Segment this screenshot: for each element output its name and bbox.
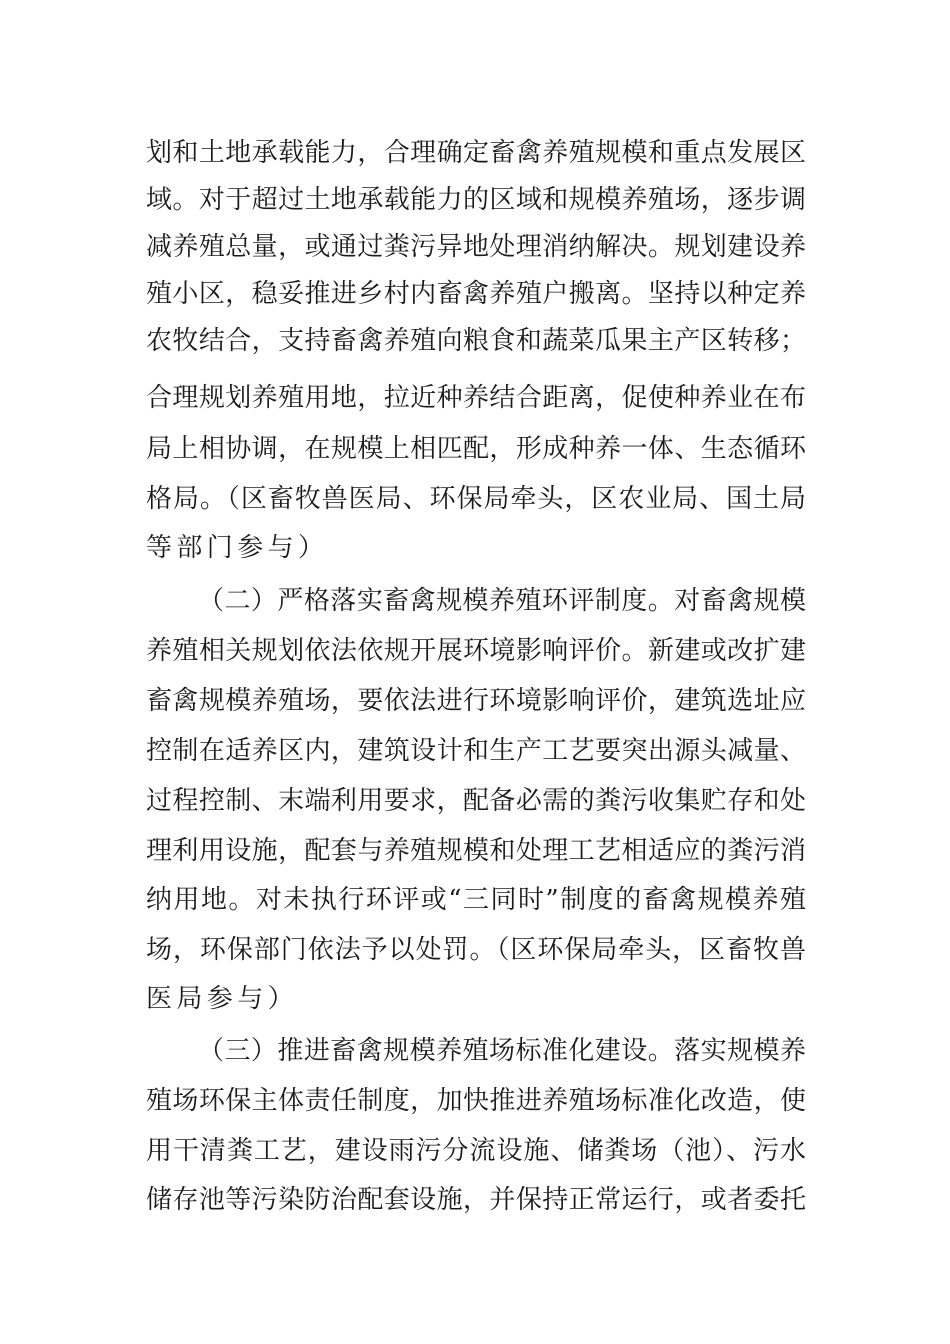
paragraph-line: 场，环保部门依法予以处罚。（区环保局牵头，区畜牧兽 xyxy=(146,935,806,965)
paragraph-line: 合理规划养殖用地，拉近种养结合距离，促使种养业在布 xyxy=(146,383,806,413)
paragraph-line: 农牧结合，支持畜禽养殖向粮食和蔬菜瓜果主产区转移； xyxy=(146,326,806,356)
paragraph-line: 过程控制、末端利用要求，配备必需的粪污收集贮存和处 xyxy=(146,786,806,816)
section-heading-line: （二）严格落实畜禽规模养殖环评制度。对畜禽规模 xyxy=(198,586,806,616)
paragraph-line: 划和土地承载能力，合理确定畜禽养殖规模和重点发展区 xyxy=(146,138,806,168)
paragraph-line: 殖小区，稳妥推进乡村内畜禽养殖户搬离。坚持以种定养 xyxy=(146,279,806,309)
paragraph-line: 等部门参与） xyxy=(146,533,329,563)
paragraph-line: 用干清粪工艺，建设雨污分流设施、储粪场（池）、污水 xyxy=(146,1136,806,1166)
paragraph-line: 域。对于超过土地承载能力的区域和规模养殖场，逐步调 xyxy=(146,185,806,215)
paragraph-line: 医局参与） xyxy=(146,984,299,1014)
paragraph-line: 控制在适养区内，建筑设计和生产工艺要突出源头减量、 xyxy=(146,736,806,766)
paragraph-line: 局上相协调，在规模上相匹配，形成种养一体、生态循环 xyxy=(146,434,806,464)
paragraph-line: 养殖相关规划依法依规开展环境影响评价。新建或改扩建 xyxy=(146,636,806,666)
paragraph-line: 理利用设施，配套与养殖规模和处理工艺相适应的粪污消 xyxy=(146,836,806,866)
section-heading-line: （三）推进畜禽规模养殖场标准化建设。落实规模养 xyxy=(198,1036,806,1066)
paragraph-line: 格局。（区畜牧兽医局、环保局牵头，区农业局、国土局 xyxy=(146,484,806,514)
paragraph-line: 畜禽规模养殖场，要依法进行环境影响评价，建筑选址应 xyxy=(146,686,806,716)
paragraph-line: 殖场环保主体责任制度，加快推进养殖场标准化改造，使 xyxy=(146,1086,806,1116)
paragraph-line: 减养殖总量，或通过粪污异地处理消纳解决。规划建设养 xyxy=(146,232,806,262)
paragraph-line: 储存池等污染防治配套设施，并保持正常运行，或者委托 xyxy=(146,1185,806,1215)
paragraph-line: 纳用地。对未执行环评或“三同时”制度的畜禽规模养殖 xyxy=(146,885,806,915)
